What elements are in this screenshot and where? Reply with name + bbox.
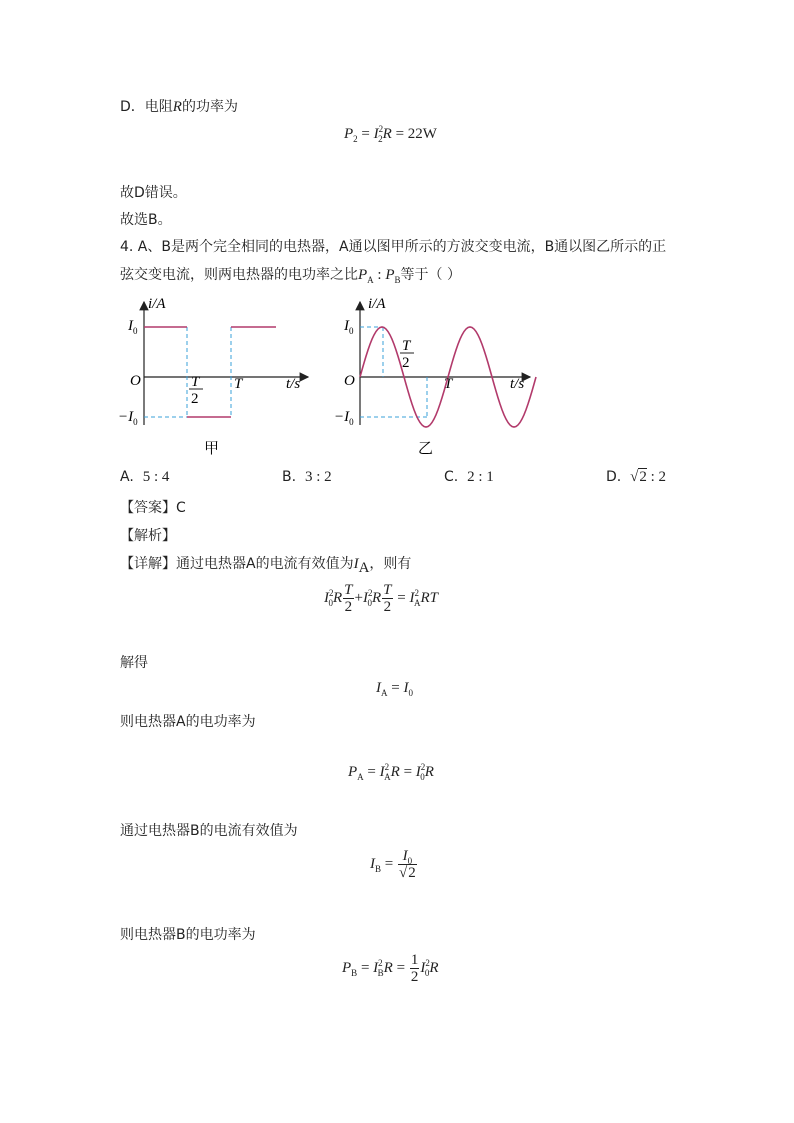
- d-conclusion: 故D错误。: [120, 185, 187, 201]
- select-b: 故选B。: [120, 212, 172, 228]
- detail-intro: [120, 553, 412, 576]
- eq-sign: =: [381, 855, 397, 872]
- eq-sign: =: [399, 764, 416, 780]
- frac-den: 2: [344, 599, 353, 615]
- power-ratio: [358, 267, 401, 283]
- eq-sign: =: [363, 764, 380, 780]
- eq-sign: =: [357, 126, 374, 142]
- eq-symbol: R: [382, 126, 392, 142]
- option-value-rest: : 2: [646, 469, 667, 485]
- half-period-denominator: 2: [191, 391, 199, 407]
- eq-symbol: I: [373, 126, 379, 142]
- detail-tag: 【详解】: [120, 556, 176, 572]
- frac-den: 2: [410, 969, 419, 985]
- eq-symbol: I: [353, 556, 359, 572]
- heat-equation: $I^2_0R$ $\frac{T}{2}$ $+I^2_0R$ $\frac{T}{2}$ = $I^2_ART$: [324, 582, 438, 615]
- option-label: C.: [444, 469, 459, 485]
- period-label: T: [444, 376, 453, 392]
- option-c[interactable]: [444, 469, 494, 486]
- detail-text: ，则有: [369, 556, 412, 572]
- eq-symbol: P: [342, 959, 352, 976]
- option-value: 3 : 2: [304, 469, 332, 485]
- pa-equation: $P_A = I^2_AR = I^2_0R$: [348, 762, 434, 782]
- label-minus-i0: [118, 409, 138, 427]
- sqrt-radicand: 2: [408, 865, 416, 881]
- label-minus-i0: [334, 409, 354, 427]
- eq-sign: =: [357, 959, 374, 976]
- eq-value: = 22W: [391, 126, 437, 142]
- eq-symbol: P: [385, 267, 395, 283]
- question-blank: 等于（ ）: [400, 267, 461, 283]
- eq-sign: =: [393, 589, 410, 606]
- option-label: B.: [282, 469, 297, 485]
- option-b[interactable]: [282, 469, 332, 486]
- answer-line: [120, 497, 186, 517]
- detail-text: 通过电热器A的电流有效值为: [176, 556, 354, 572]
- analysis-tag: 【解析】: [120, 528, 176, 544]
- x-axis-label: t/s: [286, 376, 301, 392]
- caption-yi: 乙: [418, 441, 434, 457]
- eq-subscript: 0: [407, 856, 413, 866]
- x-axis-label: t/s: [510, 376, 525, 392]
- option-value: √2 : 2: [630, 469, 667, 485]
- resistance-symbol: R: [172, 99, 182, 115]
- option-d-line: [120, 96, 238, 116]
- ia-equation: $I_A = I_0$: [376, 680, 413, 698]
- option-d[interactable]: [606, 469, 666, 486]
- eq-symbol: P: [358, 267, 368, 283]
- label-minus-i0-sub: 0: [133, 417, 138, 427]
- graph-jia: [118, 296, 308, 457]
- power-equation-p2: [344, 126, 437, 143]
- label-i0-sub: 0: [133, 326, 138, 336]
- eq-subscript: A: [357, 772, 364, 782]
- origin-label: O: [344, 373, 355, 389]
- question-text: 弦交变电流，则两电热器的电功率之比: [120, 267, 358, 283]
- pb-text: 则电热器B的电功率为: [120, 927, 256, 943]
- y-axis-label: i/A: [368, 296, 386, 312]
- pa-text: 则电热器A的电功率为: [120, 714, 256, 730]
- option-value: 2 : 1: [467, 469, 494, 485]
- half-period-denominator: 2: [402, 355, 410, 371]
- option-label: A.: [120, 469, 134, 485]
- label-i0-symbol: I: [344, 318, 349, 334]
- eq-subscript: A: [381, 688, 388, 698]
- eq-plus: +: [354, 589, 363, 606]
- fraction: [410, 952, 420, 985]
- answer-tag: 【答案】: [120, 500, 176, 516]
- ib-text: 通过电热器B的电流有效值为: [120, 823, 298, 839]
- fraction: [343, 582, 353, 615]
- label-i0: [343, 318, 354, 336]
- option-a[interactable]: [120, 469, 169, 486]
- eq-subscript: 0: [408, 688, 413, 698]
- period-label: T: [234, 376, 243, 392]
- eq-subscript: 2: [378, 134, 383, 144]
- pb-equation: $P_B = I^2_BR$ = $\frac{1}{2}$ $I^2_0R$: [342, 952, 439, 985]
- current-graphs: [110, 290, 550, 465]
- solve-label: 解得: [120, 655, 148, 671]
- ib-equation: $I_B$ = $\frac{I_0}{√2}$: [370, 848, 416, 881]
- half-period-numerator: T: [191, 374, 200, 390]
- frac-num: T: [344, 582, 353, 598]
- fraction: $\frac{I_0}{√2}$: [398, 848, 416, 881]
- option-d-label: D．电阻: [120, 99, 173, 115]
- graph-yi: [334, 296, 536, 457]
- eq-subscript: 2: [353, 134, 358, 144]
- label-i0-symbol: I: [128, 318, 133, 334]
- fraction: [382, 582, 392, 615]
- option-value: 5 : 4: [142, 469, 170, 485]
- question-line-1: 4. A、B是两个完全相同的电热器，A通以图甲所示的方波交变电流，B通以图乙所示的正: [120, 239, 667, 255]
- origin-label: O: [130, 373, 141, 389]
- caption-jia: 甲: [204, 441, 220, 457]
- option-label: D.: [606, 469, 622, 485]
- eq-colon: :: [373, 267, 386, 283]
- frac-num: T: [383, 582, 392, 598]
- label-minus-i0-symbol: −I: [118, 409, 134, 425]
- eq-symbol: P: [344, 126, 354, 142]
- eq-subscript: A: [358, 559, 370, 576]
- label-minus-i0-sub: 0: [349, 417, 354, 427]
- label-i0-sub: 0: [349, 326, 354, 336]
- label-minus-i0-symbol: −I: [334, 409, 350, 425]
- label-i0: [127, 318, 138, 336]
- frac-den: 2: [383, 599, 392, 615]
- frac-num: 1: [410, 952, 419, 968]
- eq-subscript: A: [367, 275, 374, 285]
- sqrt-radicand: 2: [639, 469, 647, 485]
- eq-superscript: 2: [378, 124, 384, 134]
- question-line-2: [120, 264, 461, 284]
- eq-subscript: B: [351, 967, 358, 978]
- answer-value: C: [176, 500, 186, 516]
- eq-symbol: P: [348, 764, 358, 780]
- eq-sign: =: [387, 680, 404, 696]
- eq-subscript: B: [375, 863, 382, 874]
- half-period-numerator: T: [402, 338, 411, 354]
- eq-subscript: B: [394, 275, 401, 285]
- y-axis-label: i/A: [148, 296, 166, 312]
- option-d-suffix: 的功率为: [181, 99, 238, 115]
- eq-sign: =: [392, 959, 409, 976]
